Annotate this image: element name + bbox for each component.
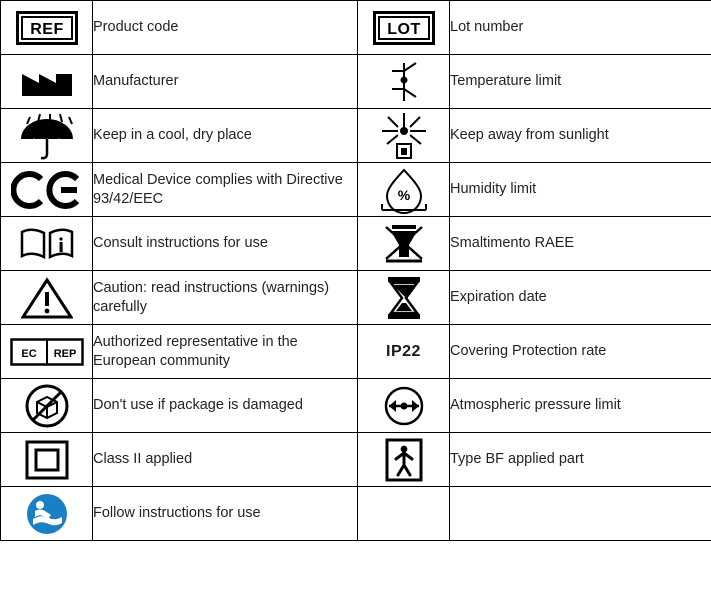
ref-box-icon xyxy=(1,1,92,54)
description-cell: Expiration date xyxy=(450,271,711,325)
symbol-cell-warning-triangle-icon xyxy=(1,271,93,325)
symbol-cell-temperature-limit-icon xyxy=(358,55,450,109)
hourglass-expiry-icon xyxy=(358,271,449,324)
symbol-cell-ip-rating-text-icon xyxy=(358,325,450,379)
ip-rating-label: IP22 xyxy=(386,342,421,360)
type-bf-applied-part-icon xyxy=(358,433,449,486)
keep-away-from-sunlight-icon xyxy=(358,109,449,162)
symbol-cell-manufacturer-factory-icon xyxy=(1,55,93,109)
symbol-cell-ce-mark-icon xyxy=(1,163,93,217)
svg-text:EC: EC xyxy=(20,347,37,360)
ce-mark-icon xyxy=(1,163,92,216)
description-cell: Consult instructions for use xyxy=(93,217,358,271)
symbol-cell-humidity-limit-icon xyxy=(358,163,450,217)
table-row xyxy=(1,1,711,55)
symbol-cell-umbrella-keep-dry-icon xyxy=(1,109,93,163)
table-row xyxy=(1,271,711,325)
description-cell: Medical Device complies with Directive 93/42/EEC xyxy=(93,163,358,217)
symbol-cell-keep-away-from-sunlight-icon xyxy=(358,109,450,163)
table-row xyxy=(1,325,711,379)
symbol-cell-type-bf-applied-part-icon xyxy=(358,433,450,487)
symbol-cell-damaged-package-crossed-icon xyxy=(1,379,93,433)
symbol-cell-ref-box-icon xyxy=(1,1,93,55)
description-cell: Follow instructions for use xyxy=(93,487,358,541)
svg-text:REF: REF xyxy=(29,20,64,38)
symbol-cell-empty xyxy=(358,487,450,541)
symbol-cell-ec-rep-icon xyxy=(1,325,93,379)
symbol-cell-hourglass-expiry-icon xyxy=(358,271,450,325)
svg-text:%: % xyxy=(397,186,410,203)
consult-instructions-book-icon xyxy=(1,217,92,270)
description-cell: Product code xyxy=(93,1,358,55)
table-row xyxy=(1,217,711,271)
symbol-cell-lot-box-icon xyxy=(358,1,450,55)
lot-box-icon xyxy=(358,1,449,54)
table-row xyxy=(1,487,711,541)
svg-text:LOT: LOT xyxy=(386,20,421,38)
table-row xyxy=(1,55,711,109)
follow-instructions-blue-icon xyxy=(1,487,92,540)
description-cell: Covering Protection rate xyxy=(450,325,711,379)
temperature-limit-icon xyxy=(358,55,449,108)
description-cell: Don't use if package is damaged xyxy=(93,379,358,433)
umbrella-keep-dry-icon xyxy=(1,109,92,162)
empty-symbol xyxy=(358,487,449,540)
description-cell: Keep in a cool, dry place xyxy=(93,109,358,163)
symbol-cell-class-two-double-square-icon xyxy=(1,433,93,487)
description-cell: Manufacturer xyxy=(93,55,358,109)
description-cell: Keep away from sunlight xyxy=(450,109,711,163)
description-cell: Temperature limit xyxy=(450,55,711,109)
manufacturer-factory-icon xyxy=(1,55,92,108)
description-cell xyxy=(450,487,711,541)
table-row xyxy=(1,433,711,487)
symbol-cell-consult-instructions-book-icon xyxy=(1,217,93,271)
description-cell: Atmospheric pressure limit xyxy=(450,379,711,433)
svg-text:REP: REP xyxy=(53,347,76,360)
description-cell: Humidity limit xyxy=(450,163,711,217)
description-cell: Lot number xyxy=(450,1,711,55)
symbol-cell-follow-instructions-blue-icon xyxy=(1,487,93,541)
description-cell: Smaltimento RAEE xyxy=(450,217,711,271)
symbol-cell-weee-crossed-bin-icon xyxy=(358,217,450,271)
damaged-package-crossed-icon xyxy=(1,379,92,432)
table-row xyxy=(1,163,711,217)
description-cell: Class II applied xyxy=(93,433,358,487)
weee-crossed-bin-icon xyxy=(358,217,449,270)
table-row xyxy=(1,379,711,433)
atmospheric-pressure-icon xyxy=(358,379,449,432)
class-two-double-square-icon xyxy=(1,433,92,486)
warning-triangle-icon xyxy=(1,271,92,324)
symbol-cell-atmospheric-pressure-icon xyxy=(358,379,450,433)
description-cell: Authorized representative in the European community xyxy=(93,325,358,379)
ip-rating-text-icon xyxy=(358,325,449,378)
humidity-limit-icon xyxy=(358,163,449,216)
description-cell: Type BF applied part xyxy=(450,433,711,487)
description-cell: Caution: read instructions (warnings) carefully xyxy=(93,271,358,325)
table-row xyxy=(1,109,711,163)
ec-rep-icon xyxy=(1,325,92,378)
